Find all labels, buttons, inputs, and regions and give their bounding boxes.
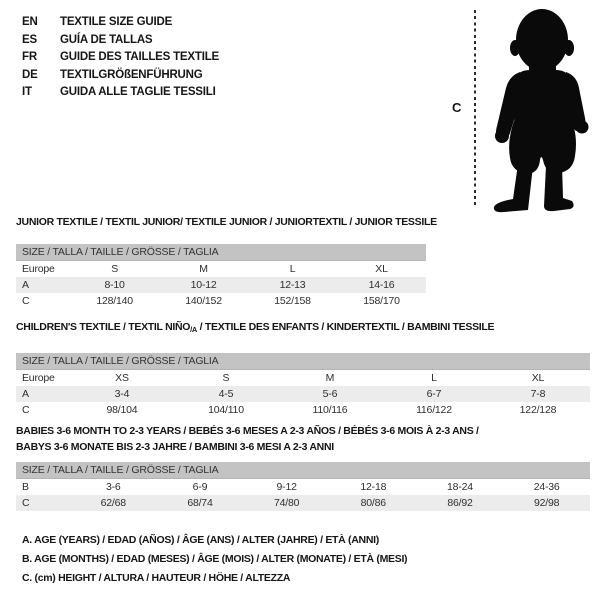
- row-label: C: [22, 403, 30, 416]
- language-code: EN: [22, 16, 38, 28]
- title-text: CHILDREN'S TEXTILE / TEXTIL NIÑO: [16, 321, 191, 333]
- table-row: [16, 386, 590, 402]
- table-cell: 12-13: [279, 278, 306, 291]
- table-cell: 80/86: [360, 497, 386, 509]
- table-cell: 68/74: [187, 497, 213, 509]
- table-cell: S: [222, 371, 230, 384]
- language-title: GUIDE DES TAILLES TEXTILE: [60, 51, 219, 63]
- table-cell: M: [325, 371, 335, 384]
- footnotes: [22, 531, 407, 588]
- babies-size-header: SIZE / TALLA / TAILLE / GRÖSSE / TAGLIA: [16, 462, 590, 479]
- language-title: TEXTILE SIZE GUIDE: [60, 16, 173, 28]
- table-cell: XS: [115, 371, 129, 384]
- table-cell: 158/170: [363, 294, 400, 307]
- table-cell: 116/122: [416, 403, 452, 416]
- table-cell: 86/92: [447, 497, 473, 509]
- table-cell: XL: [375, 262, 388, 275]
- language-row-de: [22, 67, 219, 85]
- babies-textile-section: [16, 424, 590, 511]
- junior-textile-section: [16, 215, 437, 309]
- table-cell: 7-8: [530, 387, 546, 400]
- table-row: [16, 277, 426, 293]
- baby-figure-area: [440, 0, 600, 215]
- babies-section-title-line1: BABIES 3-6 MONTH TO 2-3 YEARS / BEBÉS 3-6 MESES A 2-3 AÑOS / BÉBÉS 3-6 MOIS À 2-3 ANS /: [16, 425, 479, 437]
- language-row-en: [22, 14, 219, 32]
- table-cell: S: [111, 262, 118, 275]
- children-size-header: SIZE / TALLA / TAILLE / GRÖSSE / TAGLIA: [16, 353, 590, 370]
- junior-section-title: JUNIOR TEXTILE / TEXTIL JUNIOR/ TEXTILE JUNIOR / JUNIORTEXTIL / JUNIOR TESSILE: [16, 216, 437, 228]
- language-code: FR: [22, 51, 37, 63]
- table-cell: 10-12: [190, 278, 217, 291]
- children-section-title: [16, 320, 590, 338]
- table-row: [16, 402, 590, 418]
- footnote-a: A. AGE (YEARS) / EDAD (AÑOS) / ÂGE (ANS) / ALTER (JAHRE) / ETÀ (ANNI): [22, 534, 379, 546]
- title-subscript: /A: [190, 325, 198, 334]
- baby-silhouette-icon: [482, 6, 600, 214]
- table-cell: 4-5: [218, 387, 234, 400]
- language-title: GUIDA ALLE TAGLIE TESSILI: [60, 86, 216, 98]
- row-label: A: [22, 387, 29, 400]
- table-cell: 128/140: [96, 294, 133, 307]
- table-row: [16, 479, 590, 495]
- table-cell: 24-36: [533, 481, 560, 493]
- height-dotted-line: [474, 10, 476, 208]
- language-list: [22, 14, 219, 102]
- table-row: [16, 261, 426, 277]
- language-row-es: [22, 32, 219, 50]
- table-cell: 9-12: [276, 481, 297, 493]
- table-row: [16, 495, 590, 511]
- height-marker-label: C: [452, 100, 462, 115]
- footnote-c: C. (cm) HEIGHT / ALTURA / HAUTEUR / HÖHE / ALTEZZA: [22, 572, 291, 584]
- table-cell: 3-6: [106, 481, 121, 493]
- table-cell: 6-7: [426, 387, 442, 400]
- table-cell: 18-24: [447, 481, 473, 493]
- table-cell: 12-18: [360, 481, 387, 493]
- table-cell: 122/128: [519, 403, 557, 416]
- table-cell: 152/158: [274, 294, 311, 307]
- table-cell: 74/80: [273, 497, 300, 509]
- row-label: A: [22, 278, 29, 291]
- table-cell: 62/68: [100, 497, 126, 509]
- row-label: Europe: [22, 262, 55, 275]
- table-cell: 104/110: [208, 403, 244, 416]
- babies-section-title-line2: BABYS 3-6 MONATE BIS 2-3 JAHRE / BAMBINI 3-6 MESI A 2-3 ANNI: [16, 440, 334, 453]
- language-row-fr: [22, 49, 219, 67]
- language-code: ES: [22, 33, 37, 46]
- table-cell: L: [289, 262, 296, 275]
- language-row-it: [22, 84, 219, 102]
- table-cell: 3-4: [114, 387, 130, 400]
- table-cell: 92/98: [534, 497, 560, 509]
- row-label: C: [22, 497, 30, 509]
- table-cell: 98/104: [106, 403, 138, 416]
- children-textile-section: [16, 320, 590, 418]
- table-cell: 5-6: [322, 387, 338, 400]
- title-text: / TEXTILE DES ENFANTS / KINDERTEXTIL / BAMBINI TESSILE: [197, 321, 495, 333]
- junior-size-header: SIZE / TALLA / TAILLE / GRÖSSE / TAGLIA: [16, 244, 426, 261]
- table-cell: XL: [531, 371, 545, 384]
- row-label: C: [22, 294, 30, 307]
- row-label: Europe: [22, 371, 55, 384]
- row-label: B: [22, 481, 29, 493]
- language-code: IT: [22, 86, 32, 98]
- language-code: DE: [22, 68, 38, 81]
- language-title: TEXTILGRÖßENFÜHRUNG: [60, 68, 203, 81]
- table-cell: L: [431, 371, 437, 384]
- table-cell: M: [199, 262, 208, 275]
- table-cell: 140/152: [185, 294, 222, 307]
- table-row: [16, 293, 426, 309]
- table-cell: 8-10: [104, 278, 125, 291]
- footnote-b: B. AGE (MONTHS) / EDAD (MESES) / ÂGE (MOIS) / ALTER (MONATE) / ETÀ (MESI): [22, 553, 408, 565]
- table-cell: 110/116: [312, 403, 348, 416]
- table-cell: 6-9: [192, 481, 208, 493]
- table-row: [16, 370, 590, 386]
- language-title: GUÍA DE TALLAS: [60, 33, 153, 46]
- table-cell: 14-16: [368, 278, 395, 291]
